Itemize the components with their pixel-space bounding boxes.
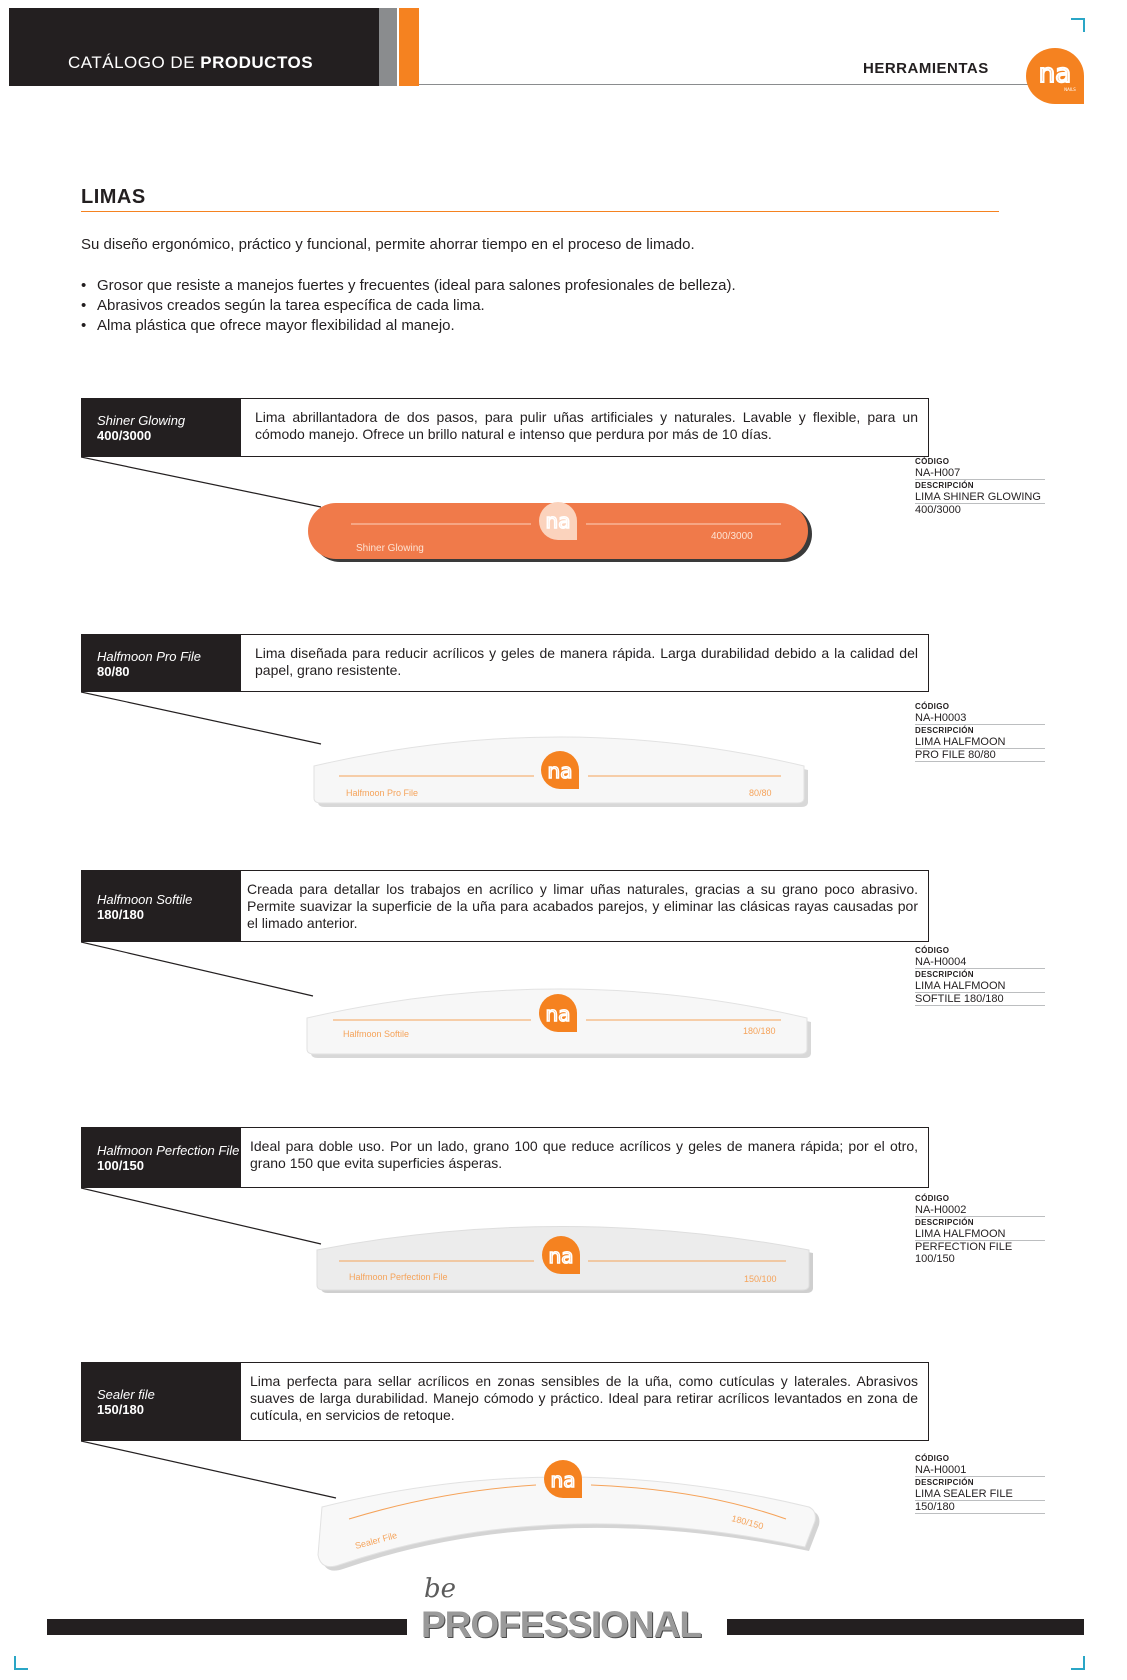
- footer-bar-right: [727, 1619, 1084, 1635]
- footer-be-text: be: [424, 1574, 457, 1604]
- desc-label: DESCRIPCIÓN: [915, 1218, 974, 1227]
- file-image-halfmoon-softile: [81, 942, 821, 1062]
- file-label: Halfmoon Pro File: [346, 788, 419, 798]
- file-logo: na: [547, 759, 573, 783]
- title-rule: [81, 211, 999, 212]
- product-name: Halfmoon Pro File: [97, 648, 202, 664]
- feature-item: • Abrasivos creados según la tarea específica de cada lima.: [81, 296, 736, 316]
- brand-logo: [1026, 48, 1084, 104]
- product-grit: 150/180: [97, 1402, 144, 1417]
- feature-list: [81, 276, 736, 336]
- product-name: Sealer file: [97, 1387, 155, 1402]
- file-label: Sealer File: [353, 1530, 399, 1551]
- spec-halfmoon-softile: [915, 945, 1045, 1006]
- crop-mark-bottom-left: [14, 1656, 28, 1670]
- product-name: Halfmoon Softile: [97, 891, 193, 907]
- intro-text: Su diseño ergonómico, práctico y funcional, permite ahorrar tiempo en el proceso de limado.: [81, 236, 695, 253]
- code-value: NA-H0003: [915, 712, 1045, 725]
- header-bar: [9, 8, 379, 86]
- file-grit: 150/100: [744, 1274, 777, 1284]
- file-label: Halfmoon Perfection File: [349, 1272, 448, 1282]
- product-name-box: [81, 870, 240, 942]
- desc-line-1: LIMA HALFMOON: [915, 1228, 1045, 1241]
- logo-text: na: [1038, 59, 1072, 89]
- code-value: NA-H0001: [915, 1464, 1045, 1477]
- product-grit: 80/80: [97, 663, 130, 679]
- file-logo: na: [545, 1002, 571, 1026]
- desc-line-2: 400/3000: [915, 504, 961, 516]
- desc-label: DESCRIPCIÓN: [915, 481, 974, 490]
- catalog-title: CATÁLOGO DE PRODUCTOS: [68, 53, 314, 72]
- file-image-halfmoon-pro-file: [81, 692, 821, 812]
- desc-line-2: SOFTILE 180/180: [915, 993, 1045, 1006]
- section-label: HERRAMIENTAS: [863, 60, 989, 77]
- product-grit: 400/3000: [97, 428, 152, 443]
- file-image-halfmoon-perfection-file: [81, 1188, 821, 1303]
- header-orange-stripe: [399, 8, 419, 86]
- code-label: CÓDIGO: [915, 1454, 950, 1463]
- file-logo: na: [548, 1244, 574, 1268]
- header-rule: [419, 84, 1084, 85]
- desc-line-2: PRO FILE 80/80: [915, 749, 1045, 762]
- file-grit: 400/3000: [711, 531, 753, 542]
- crop-mark-bottom-right: [1071, 1656, 1085, 1670]
- page-title: LIMAS: [81, 186, 146, 208]
- file-label: Shiner Glowing: [356, 543, 424, 554]
- code-value: NA-H0004: [915, 956, 1045, 969]
- code-label: CÓDIGO: [915, 1194, 950, 1203]
- file-logo: na: [550, 1468, 576, 1492]
- file-grit: 180/150: [730, 1513, 765, 1532]
- code-label: CÓDIGO: [915, 457, 950, 466]
- desc-label: DESCRIPCIÓN: [915, 1478, 974, 1487]
- desc-line-1: LIMA SHINER GLOWING: [915, 491, 1045, 504]
- desc-label: DESCRIPCIÓN: [915, 726, 974, 735]
- file-image-shiner-glowing: [81, 457, 821, 567]
- feature-item: • Grosor que resiste a manejos fuertes y frecuentes (ideal para salones profesionales de belleza).: [81, 276, 736, 296]
- product-description: Ideal para doble uso. Por un lado, grano 100 que reduce acrílicos y geles de manera rápida; por el otro, grano 150 que evita superficies ásperas.: [240, 1127, 929, 1188]
- file-grit: 80/80: [749, 788, 772, 798]
- code-value: NA-H007: [915, 467, 1045, 480]
- file-image-sealer-file: [81, 1441, 821, 1576]
- code-label: CÓDIGO: [915, 946, 950, 955]
- file-logo: na: [545, 509, 571, 533]
- product-description: Lima abrillantadora de dos pasos, para pulir uñas artificiales y naturales. Lavable y flexible, para un cómodo manejo. Ofrece un brillo natural e intenso que perdura por más de 10 días.: [240, 398, 929, 457]
- code-value: NA-H0002: [915, 1204, 1045, 1217]
- feature-item: • Alma plástica que ofrece mayor flexibilidad al manejo.: [81, 316, 736, 336]
- code-label: CÓDIGO: [915, 702, 950, 711]
- header-gray-stripe: [379, 8, 397, 86]
- desc-line-2: PERFECTION FILE 100/150: [915, 1241, 1013, 1265]
- product-name-box: [81, 634, 240, 692]
- spec-halfmoon-perfection-file: [915, 1193, 1045, 1265]
- desc-line-1: LIMA HALFMOON: [915, 980, 1045, 993]
- spec-sealer-file: [915, 1453, 1045, 1514]
- desc-line-1: LIMA HALFMOON: [915, 736, 1045, 749]
- product-grit: 180/180: [97, 906, 144, 922]
- file-grit: 180/180: [743, 1026, 776, 1036]
- product-grit: 100/150: [97, 1158, 144, 1173]
- desc-label: DESCRIPCIÓN: [915, 970, 974, 979]
- desc-line-1: LIMA SEALER FILE: [915, 1488, 1045, 1501]
- product-name: Halfmoon Perfection File: [97, 1143, 240, 1158]
- product-description: Lima perfecta para sellar acrílicos en zonas sensibles de la uña, como cutículas y laterales. Abrasivos suaves de larga durabilidad. Manejo cómodo y práctico. Ideal para retirar acrílicos levantados en zona de cutícula, en servicios de retoque.: [240, 1362, 929, 1441]
- footer-bar-left: [47, 1619, 407, 1635]
- spec-shiner-glowing: [915, 456, 1045, 516]
- product-name-box: [81, 1127, 240, 1188]
- footer-professional-text: PROFESSIONAL: [421, 1604, 701, 1645]
- product-description: Creada para detallar los trabajos en acrílico y limar uñas naturales, gracias a su grano poco abrasivo. Permite suavizar la superficie de la uña para acabados parejos, y eliminar las clásicas rayas causadas por el limado anterior.: [240, 870, 929, 942]
- product-name: Shiner Glowing: [97, 413, 186, 428]
- desc-line-2: 150/180: [915, 1501, 1045, 1514]
- crop-mark-top-right: [1071, 18, 1085, 32]
- spec-halfmoon-pro-file: [915, 701, 1045, 762]
- product-name-box: [81, 1362, 240, 1441]
- product-description: Lima diseñada para reducir acrílicos y geles de manera rápida. Larga durabilidad debido a la calidad del papel, grano resistente.: [240, 634, 929, 692]
- product-name-box: [81, 398, 240, 457]
- file-label: Halfmoon Softile: [343, 1029, 410, 1039]
- logo-sub: NAILS: [1064, 87, 1076, 92]
